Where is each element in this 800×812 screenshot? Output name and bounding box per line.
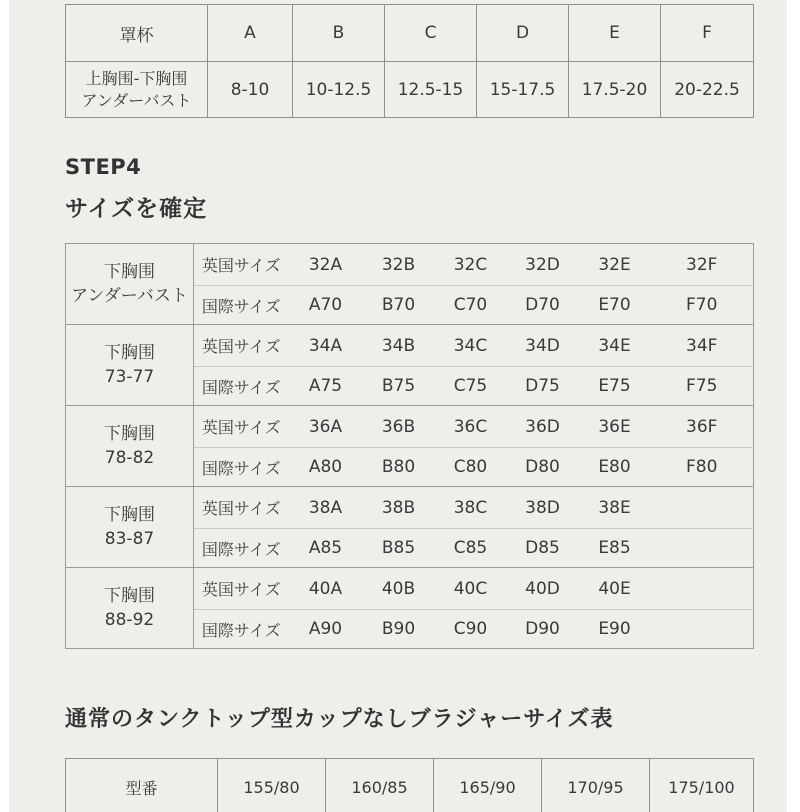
size-value-cell: E85 [579, 529, 651, 568]
size-value-cell: 38A [289, 487, 363, 529]
size-value-cell: D80 [507, 448, 579, 487]
size-value-cell: 40B [363, 568, 435, 610]
size-value-cell: 34D [507, 325, 579, 367]
underbust-range: 73-77 [104, 367, 155, 387]
size-value-cell: 34C [435, 325, 507, 367]
size-value-cell: 36D [507, 406, 579, 448]
step-title: サイズを確定 [65, 196, 208, 222]
intl-size-label: 国際サイズ [194, 448, 289, 487]
diff-cell: 8-10 [208, 62, 293, 118]
diff-label-line1: 上胸围-下胸围 [85, 68, 188, 88]
size-value-cell: 36E [579, 406, 651, 448]
size-value-cell: D85 [507, 529, 579, 568]
size-value-cell: F75 [651, 367, 754, 406]
size-value-cell: A80 [289, 448, 363, 487]
size-value-cell [651, 568, 754, 610]
diff-cell: 20-22.5 [661, 62, 754, 118]
intl-size-label: 国際サイズ [194, 286, 289, 325]
diff-cell: 15-17.5 [477, 62, 569, 118]
intl-size-label: 国際サイズ [194, 610, 289, 649]
model-cell: 155/80 [218, 759, 326, 812]
size-value-cell: 36C [435, 406, 507, 448]
intl-size-label: 国際サイズ [194, 529, 289, 568]
size-value-cell: 40E [579, 568, 651, 610]
underbust-label: 下胸围 [104, 424, 155, 444]
size-value-cell: 32D [507, 244, 579, 286]
diff-label-line2: アンダーバスト [81, 90, 192, 110]
model-header-label: 型番 [66, 759, 218, 812]
underbust-group-label [66, 244, 194, 325]
size-value-cell: B75 [363, 367, 435, 406]
size-value-cell: 38D [507, 487, 579, 529]
cup-cell: D [477, 5, 569, 62]
size-value-cell: B80 [363, 448, 435, 487]
underbust-group-label [66, 325, 194, 406]
underbust-range: 88-92 [104, 610, 155, 630]
size-value-cell: B70 [363, 286, 435, 325]
cup-difference-table [65, 4, 754, 118]
cup-header-label: 罩杯 [66, 5, 208, 62]
size-value-cell: C70 [435, 286, 507, 325]
model-header-row [66, 759, 754, 812]
uk-size-row [66, 487, 754, 529]
underbust-label: 下胸围 [104, 343, 155, 363]
uk-size-row [66, 406, 754, 448]
diff-label [66, 62, 208, 118]
diff-cell: 10-12.5 [293, 62, 385, 118]
size-value-cell [651, 529, 754, 568]
cup-cell: C [385, 5, 477, 62]
size-value-cell: 34A [289, 325, 363, 367]
uk-size-row [66, 325, 754, 367]
size-value-cell: 32F [651, 244, 754, 286]
underbust-label: 下胸围 [104, 505, 155, 525]
size-value-cell: 38C [435, 487, 507, 529]
size-value-cell: 36A [289, 406, 363, 448]
intl-size-label: 国際サイズ [194, 367, 289, 406]
size-value-cell: 34F [651, 325, 754, 367]
underbust-group-label [66, 568, 194, 649]
model-cell: 160/85 [326, 759, 434, 812]
size-value-cell: F70 [651, 286, 754, 325]
uk-size-row [66, 244, 754, 286]
size-table-body [66, 244, 754, 649]
underbust-range: 78-82 [104, 448, 155, 468]
size-value-cell: C75 [435, 367, 507, 406]
size-value-cell: 32E [579, 244, 651, 286]
size-value-cell: E90 [579, 610, 651, 649]
size-value-cell: D70 [507, 286, 579, 325]
size-value-cell: E80 [579, 448, 651, 487]
size-value-cell: C85 [435, 529, 507, 568]
size-value-cell: B90 [363, 610, 435, 649]
uk-size-label: 英国サイズ [194, 568, 289, 610]
size-value-cell: A75 [289, 367, 363, 406]
size-value-cell: 36B [363, 406, 435, 448]
size-value-cell: C90 [435, 610, 507, 649]
size-value-cell: F80 [651, 448, 754, 487]
diff-cell: 12.5-15 [385, 62, 477, 118]
size-value-cell: 36F [651, 406, 754, 448]
size-value-cell: E75 [579, 367, 651, 406]
size-value-cell [651, 610, 754, 649]
size-value-cell: A90 [289, 610, 363, 649]
cup-header-row [66, 5, 754, 62]
cup-cell: B [293, 5, 385, 62]
uk-size-row [66, 568, 754, 610]
model-cell: 165/90 [434, 759, 542, 812]
underbust-range: 83-87 [104, 529, 155, 549]
size-conversion-table [65, 243, 754, 649]
cup-cell: E [569, 5, 661, 62]
size-value-cell: 32A [289, 244, 363, 286]
tank-top-size-title: 通常のタンクトップ型カップなしブラジャーサイズ表 [65, 707, 614, 732]
model-cell: 175/100 [650, 759, 754, 812]
model-cell: 170/95 [542, 759, 650, 812]
underbust-label: 下胸围 [104, 586, 155, 606]
size-value-cell: 40D [507, 568, 579, 610]
size-value-cell: B85 [363, 529, 435, 568]
size-value-cell: 34E [579, 325, 651, 367]
size-value-cell: E70 [579, 286, 651, 325]
size-value-cell: 38E [579, 487, 651, 529]
model-size-table [65, 758, 754, 812]
size-value-cell: 34B [363, 325, 435, 367]
uk-size-label: 英国サイズ [194, 487, 289, 529]
size-value-cell: 32C [435, 244, 507, 286]
size-value-cell: A85 [289, 529, 363, 568]
size-value-cell: D90 [507, 610, 579, 649]
uk-size-label: 英国サイズ [194, 244, 289, 286]
size-value-cell: D75 [507, 367, 579, 406]
size-guide-page [9, 0, 787, 812]
diff-cell: 17.5-20 [569, 62, 661, 118]
size-value-cell [651, 487, 754, 529]
size-value-cell: C80 [435, 448, 507, 487]
underbust-group-label [66, 487, 194, 568]
size-value-cell: 40A [289, 568, 363, 610]
uk-size-label: 英国サイズ [194, 325, 289, 367]
size-value-cell: A70 [289, 286, 363, 325]
size-value-cell: 38B [363, 487, 435, 529]
size-value-cell: 32B [363, 244, 435, 286]
cup-diff-row [66, 62, 754, 118]
size-value-cell: 40C [435, 568, 507, 610]
uk-size-label: 英国サイズ [194, 406, 289, 448]
cup-cell: F [661, 5, 754, 62]
underbust-label: 下胸围 [104, 262, 155, 282]
underbust-range: アンダーバスト [71, 286, 188, 306]
step-label: STEP4 [65, 155, 142, 179]
cup-cell: A [208, 5, 293, 62]
underbust-group-label [66, 406, 194, 487]
